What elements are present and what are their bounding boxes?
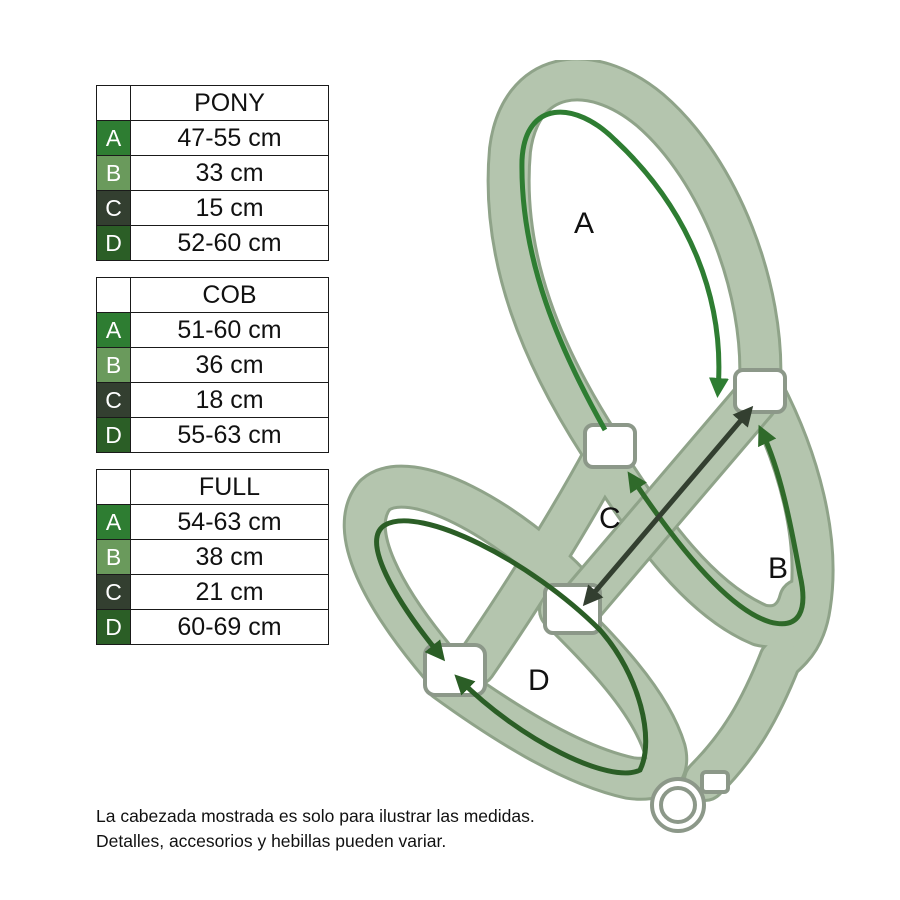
measure-value: 15 cm [131, 191, 329, 226]
measure-letter-c: C [97, 191, 131, 226]
measure-letter-b: B [97, 348, 131, 383]
table-row [97, 121, 329, 156]
measure-value: 60-69 cm [131, 610, 329, 645]
header-blank-cell [97, 470, 131, 505]
header-blank-cell [97, 86, 131, 121]
table-row [97, 575, 329, 610]
measure-letter-b: B [97, 540, 131, 575]
measure-letter-d: D [97, 610, 131, 645]
measure-value: 33 cm [131, 156, 329, 191]
table-header-full: FULL [131, 470, 329, 505]
measure-letter-a: A [97, 505, 131, 540]
table-header-row [97, 86, 329, 121]
table-row [97, 505, 329, 540]
measure-value: 52-60 cm [131, 226, 329, 261]
table-row [97, 226, 329, 261]
diagram-label-a: A [574, 207, 595, 240]
measure-value: 38 cm [131, 540, 329, 575]
table-header-row [97, 278, 329, 313]
table-row [97, 156, 329, 191]
table-row [97, 540, 329, 575]
measure-value: 36 cm [131, 348, 329, 383]
table-row [97, 418, 329, 453]
table-header-pony: PONY [131, 86, 329, 121]
table-row [97, 610, 329, 645]
measure-letter-d: D [97, 418, 131, 453]
header-blank-cell [97, 278, 131, 313]
footnote [96, 804, 535, 854]
table-header-row [97, 470, 329, 505]
halter-diagram [340, 60, 860, 860]
measure-value: 51-60 cm [131, 313, 329, 348]
measure-letter-d: D [97, 226, 131, 261]
size-table-full [96, 469, 329, 645]
measure-letter-a: A [97, 121, 131, 156]
measure-value: 47-55 cm [131, 121, 329, 156]
diagram-label-d: D [528, 664, 550, 697]
table-row [97, 348, 329, 383]
measure-value: 18 cm [131, 383, 329, 418]
footnote-line-1: La cabezada mostrada es solo para ilustrar las medidas. [96, 806, 535, 826]
table-row [97, 191, 329, 226]
measure-value: 54-63 cm [131, 505, 329, 540]
table-row [97, 383, 329, 418]
table-row [97, 313, 329, 348]
table-header-cob: COB [131, 278, 329, 313]
measure-letter-c: C [97, 575, 131, 610]
measure-value: 55-63 cm [131, 418, 329, 453]
diagram-label-b: B [768, 552, 789, 585]
measure-letter-b: B [97, 156, 131, 191]
measure-letter-a: A [97, 313, 131, 348]
size-table-pony [96, 85, 329, 261]
measure-value: 21 cm [131, 575, 329, 610]
diagram-label-c: C [599, 502, 621, 535]
footnote-line-2: Detalles, accesorios y hebillas pueden variar. [96, 831, 447, 851]
size-table-cob [96, 277, 329, 453]
measure-letter-c: C [97, 383, 131, 418]
